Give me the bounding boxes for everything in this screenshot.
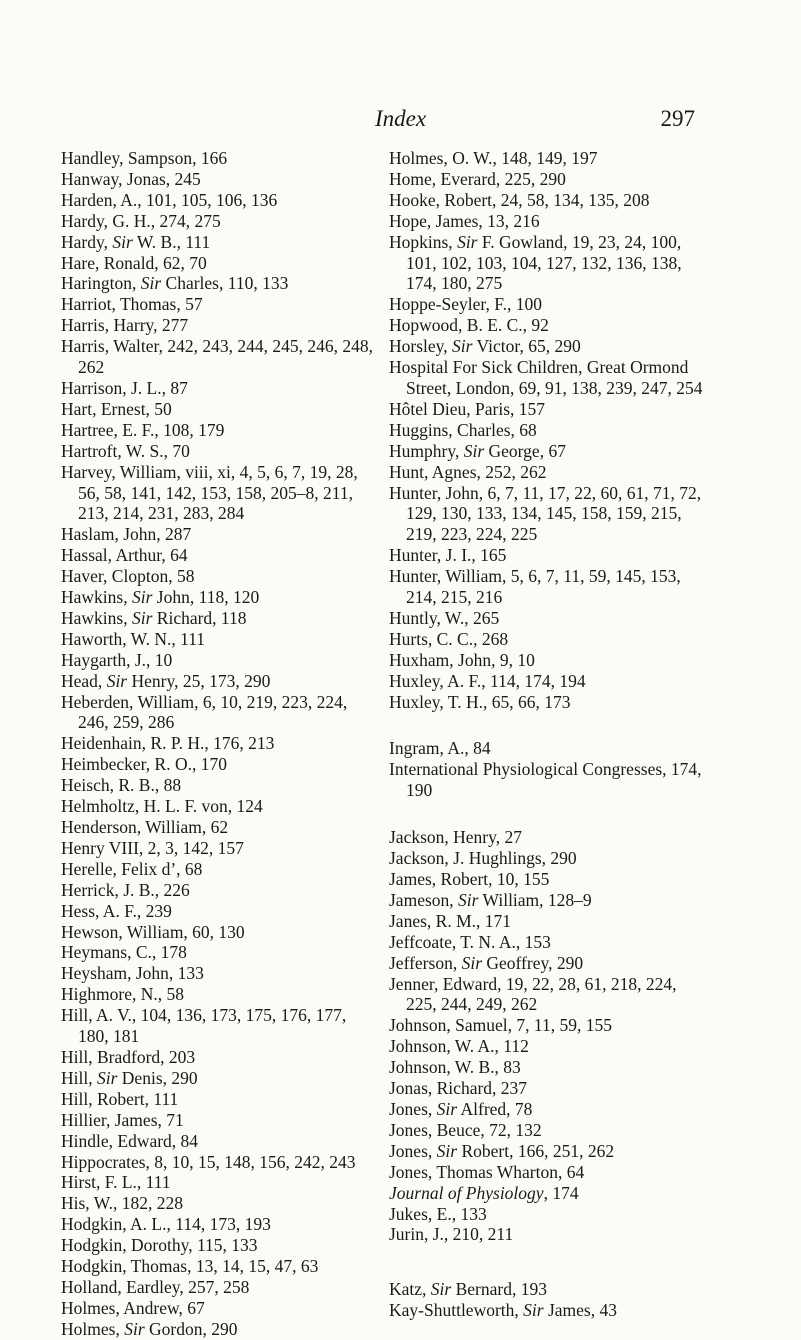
index-entry: Hewson, William, 60, 130 — [61, 921, 245, 942]
index-entry: Harris, Walter, 242, 243, 244, 245, 246, 248, 262 — [61, 336, 374, 378]
index-entry: Jones, Sir Robert, 166, 251, 262 — [389, 1140, 615, 1161]
italic-text: Sir — [140, 273, 162, 294]
index-entry: International Physiological Congresses, 174, 190 — [389, 759, 702, 801]
index-entry: Hooke, Robert, 24, 58, 134, 135, 208 — [389, 189, 650, 210]
index-entry: Home, Everard, 225, 290 — [389, 168, 566, 189]
index-entry: Harvey, William, viii, xi, 4, 5, 6, 7, 19, 28, 56, 58, 141, 142, 153, 158, 205–8, 211, 213, 214, 231, 283, 284 — [61, 461, 358, 524]
index-group-h-left — [61, 148, 381, 1340]
index-entry: Heysham, John, 133 — [61, 963, 204, 984]
index-entry: Haver, Clopton, 58 — [61, 566, 195, 587]
index-entry: Holmes, Sir Gordon, 290 — [61, 1318, 238, 1339]
index-entry: Jackson, J. Hughlings, 290 — [389, 848, 577, 869]
index-entry: Katz, Sir Bernard, 193 — [389, 1279, 547, 1300]
index-entry: Huggins, Charles, 68 — [389, 419, 537, 440]
index-entry: Johnson, W. B., 83 — [389, 1057, 521, 1078]
index-entry: Heidenhain, R. P. H., 176, 213 — [61, 733, 275, 754]
index-entry: Hess, A. F., 239 — [61, 900, 172, 921]
index-entry: Hospital For Sick Children, Great Ormond Street, London, 69, 91, 138, 239, 247, 254 — [389, 357, 703, 398]
index-entry: Holland, Eardley, 257, 258 — [61, 1276, 250, 1297]
index-entry: Highmore, N., 58 — [61, 984, 184, 1005]
index-entry: Jeffcoate, T. N. A., 153 — [389, 931, 551, 952]
index-entry: Jones, Thomas Wharton, 64 — [389, 1161, 585, 1182]
index-entry: Harris, Harry, 277 — [61, 315, 189, 336]
index-entry: Hunt, Agnes, 252, 262 — [389, 461, 547, 482]
index-entry: Haslam, John, 287 — [61, 524, 192, 545]
index-entry: Hillier, James, 71 — [61, 1109, 184, 1130]
index-entry: Jonas, Richard, 237 — [389, 1078, 528, 1099]
index-entry: Hunter, William, 5, 6, 7, 11, 59, 145, 153, 214, 215, 216 — [389, 566, 681, 608]
index-entry: Hodgkin, Thomas, 13, 14, 15, 47, 63 — [61, 1256, 319, 1277]
italic-text: Sir — [106, 670, 128, 691]
index-entry: Hill, Robert, 111 — [61, 1088, 179, 1109]
index-entry: Hardy, G. H., 274, 275 — [61, 210, 221, 231]
index-entry: Holmes, Andrew, 67 — [61, 1297, 205, 1318]
italic-text: Sir — [436, 1140, 458, 1161]
index-entry: Hurts, C. C., 268 — [389, 628, 509, 649]
index-entry: Hunter, John, 6, 7, 11, 17, 22, 60, 61, 71, 72, 129, 130, 133, 134, 145, 158, 159, 215, 219, 223, 224, 225 — [389, 482, 702, 545]
italic-text: Sir — [523, 1300, 544, 1321]
index-entry: Ingram, A., 84 — [389, 738, 491, 759]
index-entry: Heisch, R. B., 88 — [61, 775, 182, 796]
index-entry: Humphry, Sir George, 67 — [389, 440, 566, 461]
index-entry: Harrison, J. L., 87 — [61, 377, 188, 398]
index-entry: Jefferson, Sir Geoffrey, 290 — [389, 952, 584, 973]
italic-text: Sir — [461, 952, 483, 973]
page-title: Index — [374, 106, 427, 131]
index-entry: Hill, A. V., 104, 136, 173, 175, 176, 177, 180, 181 — [61, 1005, 347, 1047]
italic-text: Sir — [131, 607, 153, 628]
index-entry: Huxham, John, 9, 10 — [389, 649, 535, 670]
index-entry: Harriot, Thomas, 57 — [61, 294, 203, 315]
italic-text: Sir — [452, 336, 473, 357]
index-entry: Hassal, Arthur, 64 — [61, 545, 188, 566]
index-entry: Jenner, Edward, 19, 22, 28, 61, 218, 224, 225, 244, 249, 262 — [389, 973, 677, 1015]
italic-text: Sir — [430, 1279, 452, 1300]
index-entry: Jones, Sir Alfred, 78 — [389, 1098, 533, 1119]
running-head — [0, 104, 801, 134]
index-entry: Huntly, W., 265 — [389, 607, 500, 628]
index-entry: Horsley, Sir Victor, 65, 290 — [389, 336, 581, 357]
index-entry: Henderson, William, 62 — [61, 817, 229, 837]
index-entry: Head, Sir Henry, 25, 173, 290 — [61, 670, 271, 691]
index-entry: His, W., 182, 228 — [61, 1193, 184, 1214]
index-entry: Hart, Ernest, 50 — [61, 398, 172, 419]
index-group-i — [389, 738, 709, 801]
index-entry: Hodgkin, Dorothy, 115, 133 — [61, 1235, 258, 1256]
index-entry: Heberden, William, 6, 10, 219, 223, 224, 246, 259, 286 — [61, 691, 348, 733]
index-entry: Hoppe-Seyler, F., 100 — [389, 294, 542, 315]
index-entry: Hartroft, W. S., 70 — [61, 440, 190, 461]
index-entry: Hawkins, Sir Richard, 118 — [61, 607, 247, 628]
index-entry: Henry VIII, 2, 3, 142, 157 — [61, 837, 244, 858]
group-spacer — [389, 801, 709, 827]
italic-text: Sir — [124, 1318, 145, 1339]
index-entry: Hope, James, 13, 216 — [389, 210, 540, 231]
index-entry: Hare, Ronald, 62, 70 — [61, 252, 207, 273]
page-number: 297 — [660, 106, 695, 131]
index-entry: Handley, Sampson, 166 — [61, 148, 228, 168]
index-entry: Holmes, O. W., 148, 149, 197 — [389, 148, 598, 168]
index-entry: Heymans, C., 178 — [61, 942, 187, 963]
italic-text: Sir — [458, 889, 479, 910]
index-entry: Jackson, Henry, 27 — [389, 827, 523, 848]
index-entry: Helmholtz, H. L. F. von, 124 — [61, 796, 263, 817]
index-entry: Johnson, W. A., 112 — [389, 1036, 529, 1057]
index-entry: James, Robert, 10, 155 — [389, 869, 550, 889]
italic-text: Sir — [436, 1098, 458, 1119]
index-entry: Herrick, J. B., 226 — [61, 879, 190, 900]
index-entry: Hill, Bradford, 203 — [61, 1046, 196, 1067]
italic-text: Sir — [112, 231, 133, 252]
index-entry: Hunter, J. I., 165 — [389, 545, 507, 566]
index-entry: Journal of Physiology, 174 — [389, 1182, 579, 1203]
italic-text: Sir — [96, 1067, 118, 1088]
index-entry: Jurin, J., 210, 211 — [389, 1224, 514, 1245]
index-entry: Johnson, Samuel, 7, 11, 59, 155 — [389, 1015, 612, 1036]
index-entry: Jameson, Sir William, 128–9 — [389, 889, 592, 910]
index-entry: Hôtel Dieu, Paris, 157 — [389, 398, 546, 419]
index-entry: Hawkins, Sir John, 118, 120 — [61, 587, 260, 608]
index-entry: Hodgkin, A. L., 114, 173, 193 — [61, 1214, 271, 1235]
index-entry: Hippocrates, 8, 10, 15, 148, 156, 242, 243 — [61, 1151, 356, 1172]
index-entry: Heimbecker, R. O., 170 — [61, 754, 227, 775]
group-spacer — [389, 1245, 709, 1279]
index-entry: Hanway, Jonas, 245 — [61, 168, 201, 189]
italic-text: Sir — [131, 587, 153, 608]
index-entry: Hill, Sir Denis, 290 — [61, 1067, 198, 1088]
index-entry: Haworth, W. N., 111 — [61, 628, 206, 649]
index-entry: Herelle, Felix d’, 68 — [61, 858, 203, 879]
italic-text: Sir — [457, 231, 478, 252]
index-entry: Hopwood, B. E. C., 92 — [389, 315, 549, 336]
index-entry: Hartree, E. F., 108, 179 — [61, 419, 225, 440]
index-entry: Hopkins, Sir F. Gowland, 19, 23, 24, 100, 101, 102, 103, 104, 127, 132, 136, 138, 174, 180, 275 — [389, 231, 682, 294]
index-entry: Jukes, E., 133 — [389, 1203, 487, 1224]
index-entry: Hirst, F. L., 111 — [61, 1172, 171, 1193]
index-group-j — [389, 827, 709, 1245]
index-entry: Huxley, A. F., 114, 174, 194 — [389, 670, 586, 691]
italic-text: Sir — [463, 440, 485, 461]
index-entry: Hindle, Edward, 84 — [61, 1130, 199, 1151]
index-entry: Kay-Shuttleworth, Sir James, 43 — [389, 1300, 617, 1321]
index-entry: Haygarth, J., 10 — [61, 649, 173, 670]
index-entry: Jones, Beuce, 72, 132 — [389, 1119, 542, 1140]
index-entry: Huxley, T. H., 65, 66, 173 — [389, 691, 571, 712]
index-entry: Janes, R. M., 171 — [389, 910, 512, 931]
index-entry: Hardy, Sir W. B., 111 — [61, 231, 211, 252]
index-column-right — [389, 148, 709, 1321]
italic-text: Journal of Physiology — [389, 1182, 544, 1203]
group-spacer — [389, 712, 709, 738]
index-entry: Harington, Sir Charles, 110, 133 — [61, 273, 289, 294]
index-entry: Harden, A., 101, 105, 106, 136 — [61, 189, 278, 210]
index-column-left — [61, 148, 381, 1340]
index-group-h-right — [389, 148, 709, 712]
